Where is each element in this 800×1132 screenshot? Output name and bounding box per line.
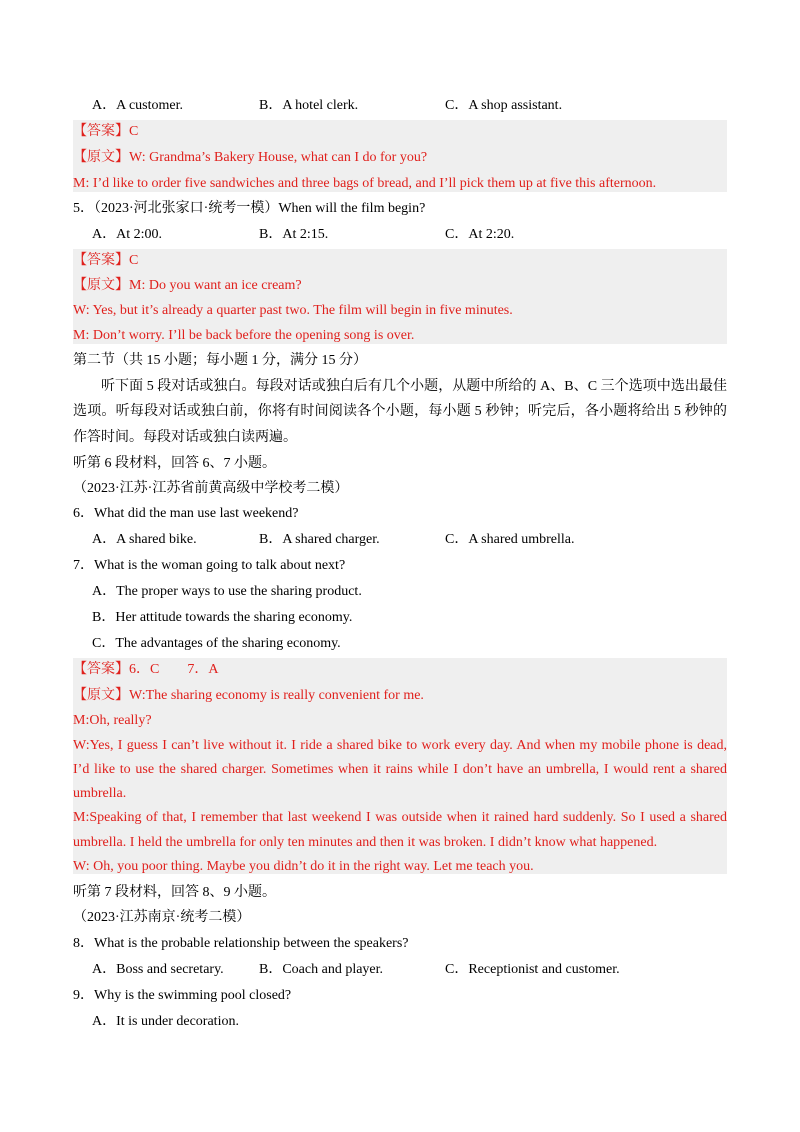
set6-transcript-line-4: I’d like to use the shared charger. Sometimes when it rains while I don’t have an umbrella, I would rent a shared [73, 762, 727, 777]
source-tag: 【原文】 [73, 150, 129, 165]
q7-option-b: B．Her attitude towards the sharing economy. [92, 610, 353, 625]
instructions-line-2: 选项。听每段对话或独白前，你将有时间阅读各个小题，每小题 5 秒钟；听完后，各小题将给出 5 秒钟的 [73, 404, 727, 419]
q8-option-c: C．Receptionist and customer. [445, 962, 620, 977]
instructions-line-3: 作答时间。每段对话或独白读两遍。 [73, 430, 297, 445]
answer-tag: 【答案】 [73, 662, 129, 677]
set6-transcript-line-3: W:Yes, I guess I can’t live without it. I ride a shared bike to work every day. And when my mobile phone is dead, [73, 738, 727, 753]
answer-value: C [129, 253, 139, 268]
q4-transcript-line-2: M: I’d like to order five sandwiches and three bags of bread, and I’ll pick them up at five this afternoon. [73, 176, 657, 191]
q7-option-a: A．The proper ways to use the sharing product. [92, 584, 362, 599]
section-heading: 第二节（共 15 小题；每小题 1 分，满分 15 分） [73, 353, 367, 368]
q4-option-c: C．A shop assistant. [445, 98, 563, 113]
q4-option-a: A．A customer. [92, 98, 183, 113]
q6-option-b: B．A shared charger. [259, 532, 380, 547]
set6-source-ref: （2023·江苏·江苏省前黄高级中学校考二模） [73, 481, 349, 496]
q5-option-a: A．At 2:00. [92, 227, 162, 242]
q9-stem: 9．Why is the swimming pool closed? [73, 988, 292, 1003]
q8-option-b: B．Coach and player. [259, 962, 384, 977]
q8-option-a: A．Boss and secretary. [92, 962, 224, 977]
instructions-line-1: 听下面 5 段对话或独白。每段对话或独白后有几个小题，从题中所给的 A、B、C 三个选项中选出最佳 [101, 379, 727, 394]
answer-value: C [129, 124, 139, 139]
q9-option-a: A．It is under decoration. [92, 1014, 239, 1029]
set6-transcript-line-2: M:Oh, really? [73, 713, 152, 728]
q5-answer-line [73, 252, 138, 270]
q6-stem: 6．What did the man use last weekend? [73, 506, 299, 521]
q5-option-b: B．At 2:15. [259, 227, 329, 242]
set6-transcript-line-5: umbrella. [73, 786, 127, 801]
q5-option-c: C．At 2:20. [445, 227, 515, 242]
source-tag: 【原文】 [73, 688, 129, 703]
q4-option-b: B．A hotel clerk. [259, 98, 359, 113]
transcript-text: W:The sharing economy is really convenient for me. [129, 688, 424, 703]
answer-tag: 【答案】 [73, 253, 129, 268]
transcript-text: W: Grandma’s Bakery House, what can I do for you? [129, 150, 428, 165]
q5-stem: 5．（2023·河北张家口·统考一模）When will the film begin? [73, 201, 426, 216]
q4-answer-line [73, 123, 138, 141]
q7-option-c: C．The advantages of the sharing economy. [92, 636, 341, 651]
set6-transcript-line [73, 687, 424, 705]
answer-tag: 【答案】 [73, 124, 129, 139]
q6-option-a: A．A shared bike. [92, 532, 197, 547]
transcript-text: M: Do you want an ice cream? [129, 278, 302, 293]
q6-option-c: C．A shared umbrella. [445, 532, 575, 547]
set7-intro: 听第 7 段材料，回答 8、9 小题。 [73, 885, 276, 900]
set6-transcript-line-8: W: Oh, you poor thing. Maybe you didn’t do it in the right way. Let me teach you. [73, 859, 534, 874]
q5-transcript-line-2: W: Yes, but it’s already a quarter past two. The film will begin in five minutes. [73, 303, 513, 318]
set7-source-ref: （2023·江苏南京·统考二模） [73, 910, 251, 925]
q5-transcript-line-3: M: Don’t worry. I’ll be back before the opening song is over. [73, 328, 415, 343]
set6-transcript-line-7: umbrella. I held the umbrella for only ten minutes and then it was broken. I didn’t know what happened. [73, 835, 658, 850]
set6-answer-line [73, 661, 218, 679]
answer-value: 6．C 7．A [129, 662, 219, 677]
set6-transcript-line-6: M:Speaking of that, I remember that last weekend I was outside when it rained hard suddenly. So I used a shared [73, 810, 727, 825]
q8-stem: 8．What is the probable relationship between the speakers? [73, 936, 409, 951]
q7-stem: 7．What is the woman going to talk about next? [73, 558, 346, 573]
q4-transcript-line [73, 149, 427, 167]
set6-intro: 听第 6 段材料，回答 6、7 小题。 [73, 456, 276, 471]
q5-transcript-line [73, 277, 302, 295]
source-tag: 【原文】 [73, 278, 129, 293]
